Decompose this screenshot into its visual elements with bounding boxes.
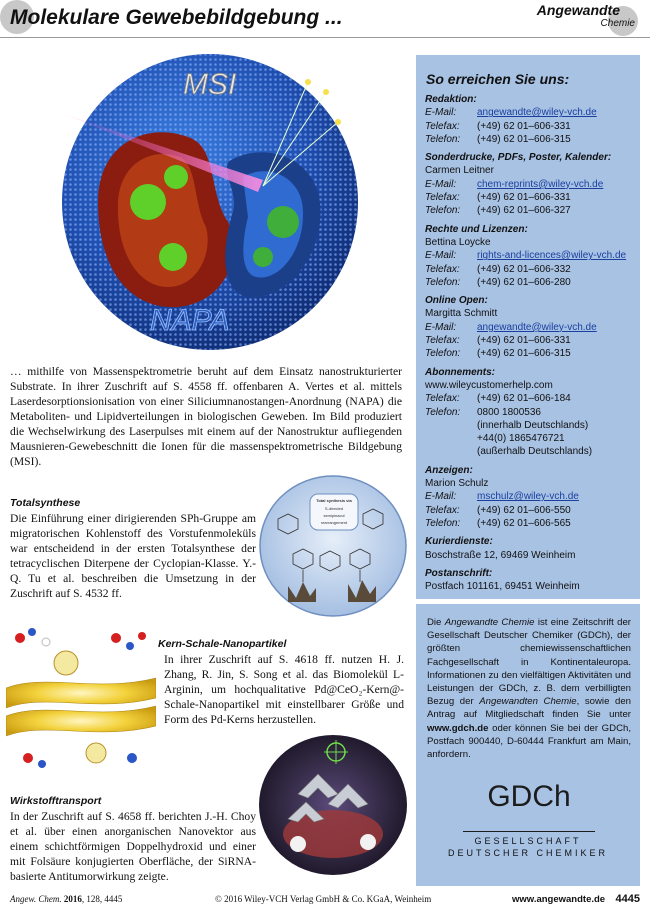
contact-name: Marion Schulz [425, 478, 489, 490]
contact-row [425, 276, 635, 289]
contact-row [425, 432, 635, 445]
contact-email-link[interactable]: angewandte@wiley-vch.de [477, 107, 597, 119]
contact-block-heading: Anzeigen: [425, 464, 473, 476]
contact-row [425, 178, 635, 191]
contact-label: Telefon: [425, 348, 461, 360]
contact-label: Telefon: [425, 406, 461, 418]
gdch-text-1: Die [427, 617, 445, 628]
section-body-kern-schale: In ihrer Zuschrift auf S. 4618 ff. nutzen H. J. Zhang, R. Jin, S. Song et al. das Biomolekül L-Arginin, um hochqualitative Pd@CeO₂-Kern@-Schale-Nanopartikel mit einstellbarer Größe und Form des Pd-Kerns herzustellen. [164, 653, 404, 726]
footer-volume: , 128, 4445 [81, 894, 123, 904]
contact-label: Telefax: [425, 192, 460, 204]
gdch-text [427, 616, 631, 761]
contact-label: Telefon: [425, 276, 461, 288]
contact-label: Telefon: [425, 517, 461, 529]
contact-row [425, 490, 635, 503]
footer-citation [10, 894, 122, 904]
contact-block [425, 223, 635, 289]
logo-line1: Angewandte [536, 2, 620, 18]
contact-row [425, 263, 635, 276]
page-title: Molekulare Gewebebildgebung ... [10, 6, 343, 29]
contact-label: Telefon: [425, 133, 461, 145]
contact-label: Telefax: [425, 263, 460, 275]
contact-name: Bettina Loycke [425, 236, 491, 248]
contact-label [425, 432, 477, 445]
contact-label [425, 419, 477, 432]
contact-title: So erreichen Sie uns: [426, 71, 570, 87]
contact-row [425, 321, 635, 334]
contact-block-heading: Postanschrift: [425, 567, 493, 579]
contact-row [425, 204, 635, 217]
contact-value: (+49) 62 01–606-327 [477, 205, 571, 217]
contact-label [425, 445, 477, 458]
ts-img-text4: rearrangement [320, 520, 348, 525]
contact-list [425, 93, 635, 598]
contact-name: Margitta Schmitt [425, 308, 498, 320]
contact-block [425, 294, 635, 360]
contact-row [425, 347, 635, 360]
contact-value: (+49) 62 01–606-331 [477, 335, 571, 347]
contact-block-heading: Online Open: [425, 295, 488, 307]
contact-value: (+49) 62 01–606-331 [477, 192, 571, 204]
section-heading-totalsynthese: Totalsynthese [10, 497, 81, 509]
contact-block-heading: Sonderdrucke, PDFs, Poster, Kalender: [425, 152, 612, 164]
cover-caption: … mithilfe von Massenspektrometrie beruht auf dem Einsatz nanostrukturierter Substrate. In ihrer Zuschrift auf S. 4558 ff. offenbaren A. Vertes et al. mittels Laserdesorptionsionisation von einer Siliciumnanostangen-Anordnung (NAPA) die Metaboliten- und Lipidverteilungen in biologischen Geweben. Im Bild produziert die Wechselwirkung des Laserpulses mit einem auf der Nanostruktur aufliegenden Mausnieren-Gewebeschnitt die Ionen für die massenspektrometrische Bildgebung (MSI). [10, 365, 402, 468]
wirkstofftransport-image [258, 734, 408, 876]
contact-block [425, 366, 635, 459]
contact-block-heading: Abonnements: [425, 366, 495, 378]
contact-email-link[interactable]: angewandte@wiley-vch.de [477, 321, 597, 333]
contact-row [425, 392, 635, 405]
gdch-text-em1: Angewandte Chemie [444, 617, 535, 628]
gdch-logo-sub2: DEUTSCHER CHEMIKER [447, 848, 608, 858]
contact-email-link[interactable]: rights-and-licences@wiley-vch.de [477, 250, 627, 262]
contact-value: (+49) 62 01–606-550 [477, 504, 571, 516]
contact-row [425, 419, 635, 432]
kern-schale-image [6, 618, 156, 776]
contact-value: (+49) 62 01–606-184 [477, 393, 571, 405]
contact-row [425, 406, 635, 419]
contact-name: Postfach 101161, 69451 Weinheim [425, 581, 580, 593]
contact-row [425, 517, 635, 530]
cover-label-napa: NAPA [150, 304, 230, 337]
cover-label-msi: MSI [183, 68, 237, 101]
contact-label: E-Mail: [425, 491, 457, 503]
contact-panel [416, 55, 640, 599]
contact-label: Telefax: [425, 393, 460, 405]
contact-row [425, 133, 635, 146]
contact-label: Telefax: [425, 504, 460, 516]
gdch-text-3: , sowie den Antrag auf Mitgliedschaft finden Sie unter [427, 696, 632, 721]
contact-row [425, 334, 635, 347]
contact-label: E-Mail: [425, 107, 457, 119]
angewandte-logo [536, 2, 638, 38]
contact-email-link[interactable]: mschulz@wiley-vch.de [477, 491, 579, 503]
contact-label: E-Mail: [425, 250, 457, 262]
contact-block [425, 535, 635, 562]
gdch-logo-text: GDCh [487, 780, 571, 813]
contact-name: Carmen Leitner [425, 165, 494, 177]
section-heading-kern-schale: Kern-Schale-Nanopartikel [158, 638, 287, 650]
footer-copyright: © 2016 Wiley-VCH Verlag GmbH & Co. KGaA, Weinheim [215, 894, 432, 904]
cover-image [58, 52, 362, 352]
contact-row [425, 504, 635, 517]
contact-value: (+49) 62 01–606-565 [477, 517, 571, 529]
contact-email-link[interactable]: chem-reprints@wiley-vch.de [477, 178, 604, 190]
section-body-totalsynthese: Die Einführung einer dirigierenden SPh-Gruppe am migratorischen Kohlenstoff des Vorstufenmoleküls war entscheidend in der ersten Totalsynthese der tetracyclischen Diterpene der Cyclopian-Klasse. Y.-Q. Tu et al. beschreiben die Umsetzung in der Zuschrift auf S. 4532 ff. [10, 512, 256, 600]
gdch-text-4: oder können Sie bei der GDCh, Postfach 900440, D-60444 Frankfurt am Main, anfordern. [427, 722, 631, 761]
contact-block [425, 93, 635, 146]
contact-value: (außerhalb Deutschlands) [477, 446, 593, 458]
contact-row [425, 249, 635, 262]
contact-value: (innerhalb Deutschlands) [477, 419, 589, 431]
contact-value: (+49) 62 01–606-332 [477, 263, 571, 275]
contact-block-heading: Redaktion: [425, 94, 477, 105]
footer-year: 2016 [63, 894, 82, 904]
contact-label: Telefax: [425, 335, 460, 347]
footer-url[interactable]: www.angewandte.de [512, 894, 606, 905]
ts-img-text2: S-directed [324, 506, 344, 511]
gdch-logo [482, 780, 576, 820]
ts-img-text3: semipinacol [323, 513, 345, 518]
logo-line2: Chemie [600, 18, 635, 29]
contact-block-heading: Kurierdienste: [425, 536, 493, 548]
contact-value: (+49) 62 01–606-315 [477, 133, 571, 145]
gdch-text-2: ist eine Zeitschrift der Gesellschaft Deutscher Chemiker (GDCh), der größten chemiewissenschaftlichen Fachgesellschaft in Kontinentaleuropa. Informationen zu den vielfältigen Aktivitäten und Leistungen der GDCh, z. B. dem verbilligten Bezug der [427, 617, 632, 708]
contact-value: (+49) 62 01–606-280 [477, 276, 571, 288]
totalsynthese-image [258, 474, 408, 618]
contact-row [425, 191, 635, 204]
gdch-link[interactable]: www.gdch.de [427, 722, 489, 734]
footer-journal: Angew. Chem. [10, 894, 62, 904]
contact-value: +44(0) 1865476721 [477, 433, 565, 445]
gdch-text-em2: Angewandten Chemie [479, 696, 577, 708]
contact-value: (+49) 62 01–606-315 [477, 348, 571, 360]
contact-row [425, 445, 635, 458]
contact-value: (+49) 62 01–606-331 [477, 120, 571, 132]
page-number: 4445 [615, 893, 640, 905]
contact-block [425, 151, 635, 217]
contact-name: Boschstraße 12, 69469 Weinheim [425, 549, 576, 561]
contact-label: E-Mail: [425, 321, 457, 333]
contact-block-heading: Rechte und Lizenzen: [425, 223, 528, 235]
contact-label: Telefax: [425, 120, 460, 132]
contact-row [425, 120, 635, 133]
gdch-logo-rule [463, 831, 595, 832]
contact-row [425, 106, 635, 119]
section-body-wirkstofftransport: In der Zuschrift auf S. 4658 ff. berichten J.-H. Choy et al. über einen anorganischen Nanovektor aus einem schichtförmigen Doppelhydroxid und einer mit Folsäure konjugierten Oberfläche, der SiRNA-basierte Antitumorwirkung zeigte. [10, 810, 256, 883]
contact-block [425, 464, 635, 530]
contact-label: Telefon: [425, 205, 461, 217]
contact-block [425, 567, 635, 594]
gdch-panel [416, 604, 640, 886]
contact-value: 0800 1800536 [477, 406, 541, 418]
gdch-logo-sub1: GESELLSCHAFT [474, 836, 582, 846]
section-heading-wirkstofftransport: Wirkstofftransport [10, 795, 102, 807]
ts-img-text1: Total synthesis via [316, 498, 352, 503]
contact-label: E-Mail: [425, 178, 457, 190]
contact-name: www.wileycustomerhelp.com [425, 379, 553, 391]
